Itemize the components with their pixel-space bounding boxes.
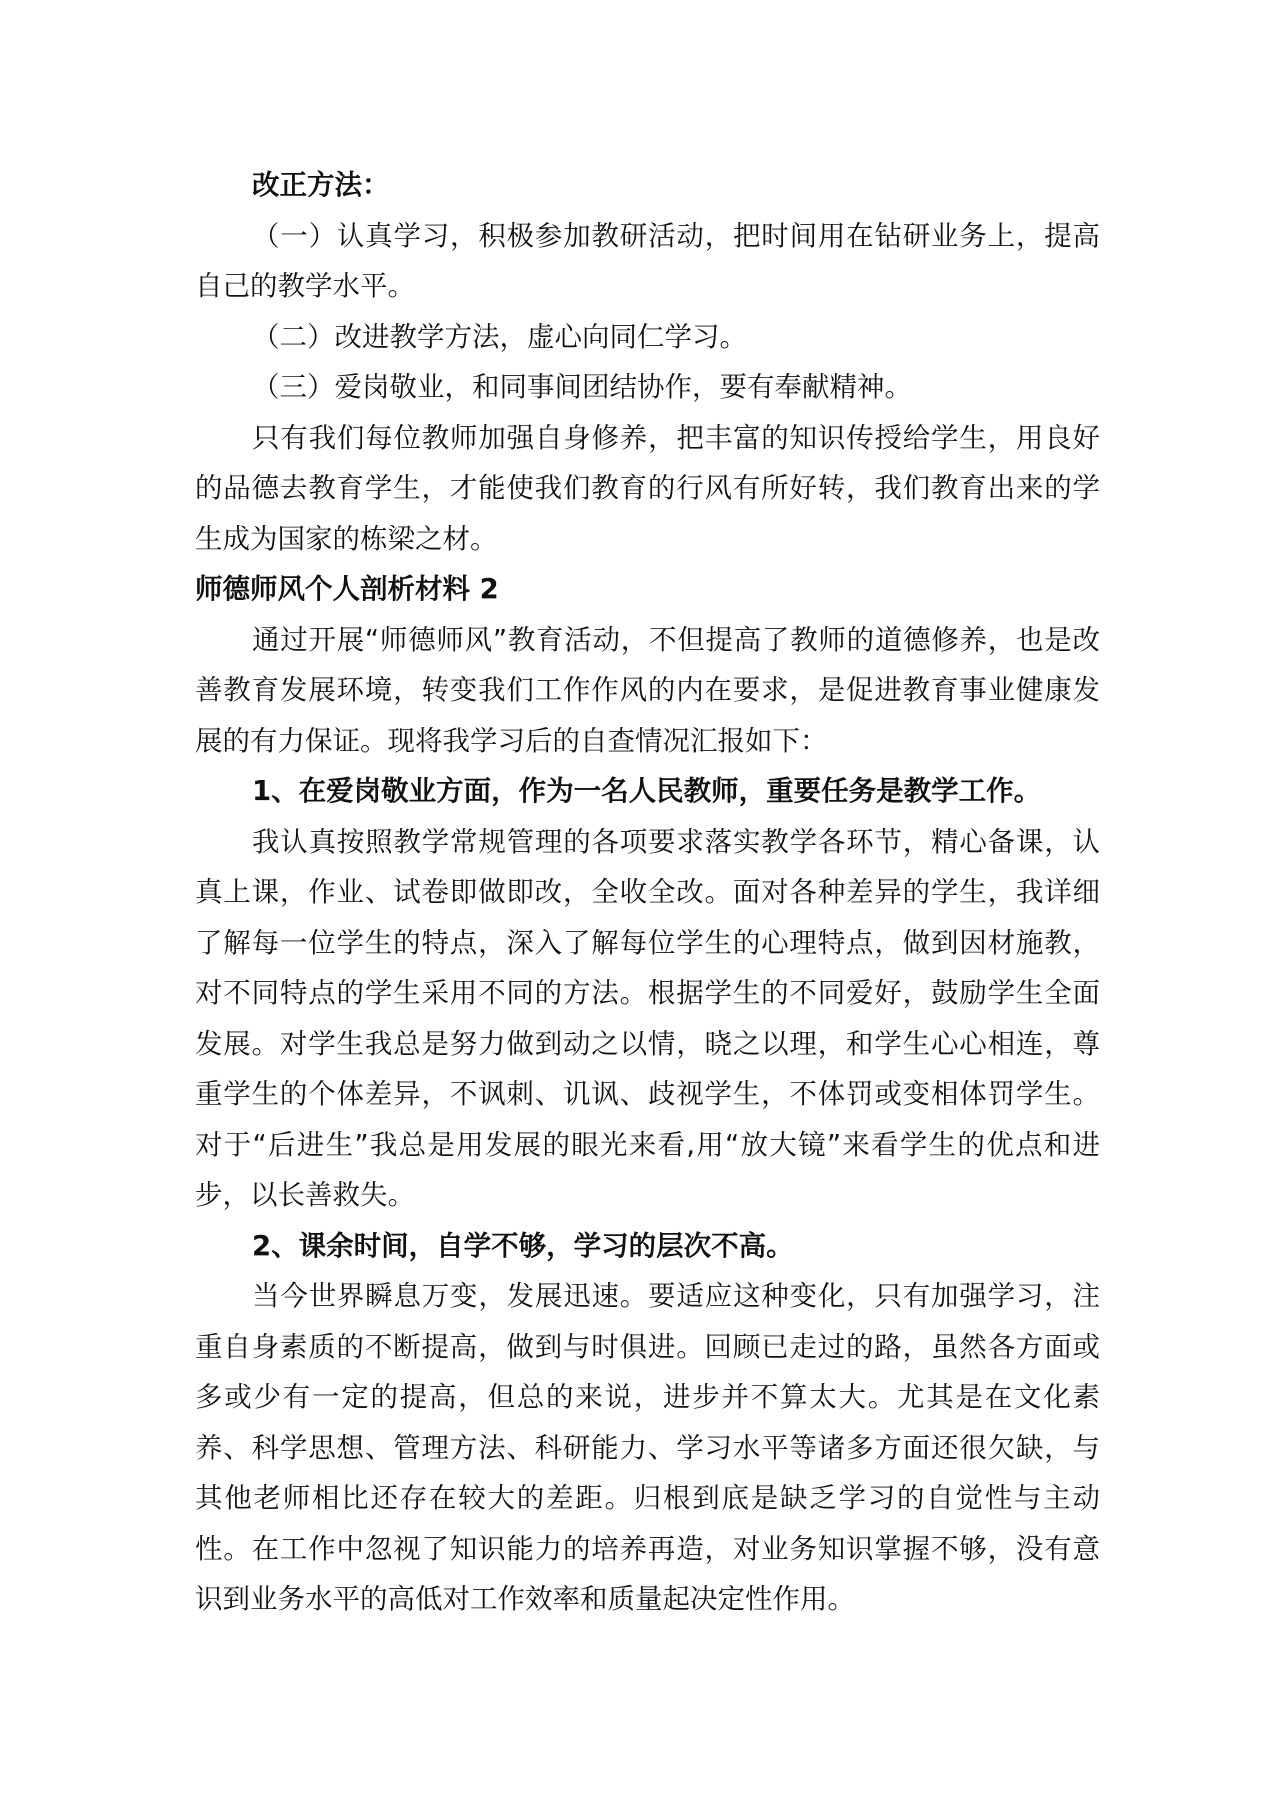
section-heading-material-2: 师德师风个人剖析材料 2: [195, 573, 499, 605]
section-label-correction-methods: 改正方法：: [252, 169, 390, 201]
document-body: [195, 160, 1100, 1625]
list-item-3: （三）爱岗敬业，和同事间团结协作，要有奉献精神。: [252, 371, 912, 403]
body-paragraph-point-1: 我认真按照教学常规管理的各项要求落实教学各环节，精心备课，认真上课，作业、试卷即做即改，全收全改。面对各种差异的学生，我详细了解每一位学生的特点，深入了解每位学生的心理特点，做到因材施教，对不同特点的学生采用不同的方法。根据学生的不同爱好，鼓励学生全面发展。对学生我总是努力做到动之以情，晓之以理，和学生心心相连，尊重学生的个体差异，不讽刺、讥讽、歧视学生，不体罚或变相体罚学生。对于“后进生”我总是用发展的眼光来看,用“放大镜”来看学生的优点和进步，以长善救失。: [195, 825, 1100, 1211]
body-paragraph-conclusion: 只有我们每位教师加强自身修养，把丰富的知识传授给学生，用良好的品德去教育学生，才能使我们教育的行风有所好转，我们教育出来的学生成为国家的栋梁之材。: [195, 421, 1100, 555]
body-paragraph-point-2: 当今世界瞬息万变，发展迅速。要适应这种变化，只有加强学习，注重自身素质的不断提高，做到与时俱进。回顾已走过的路，虽然各方面或多或少有一定的提高，但总的来说，进步并不算太大。尤其是在文化素养、科学思想、管理方法、科研能力、学习水平等诸多方面还很欠缺，与其他老师相比还存在较大的差距。归根到底是缺乏学习的自觉性与主动性。在工作中忽视了知识能力的培养再造，对业务知识掌握不够，没有意识到业务水平的高低对工作效率和质量起决定性作用。: [195, 1280, 1100, 1615]
list-item-1: （一）认真学习，积极参加教研活动，把时间用在钻研业务上，提高自己的教学水平。: [195, 219, 1100, 302]
list-item-2: （二）改进教学方法，虚心向同仁学习。: [252, 320, 747, 353]
body-paragraph-intro: 通过开展“师德师风”教育活动，不但提高了教师的道德修养，也是改善教育发展环境，转变我们工作作风的内在要求，是促进教育事业健康发展的有力保证。现将我学习后的自查情况汇报如下：: [195, 623, 1100, 757]
subheading-point-1: 1、在爱岗敬业方面，作为一名人民教师，重要任务是教学工作。: [252, 775, 1042, 807]
subheading-point-2: 2、课余时间，自学不够，学习的层次不高。: [252, 1229, 794, 1262]
